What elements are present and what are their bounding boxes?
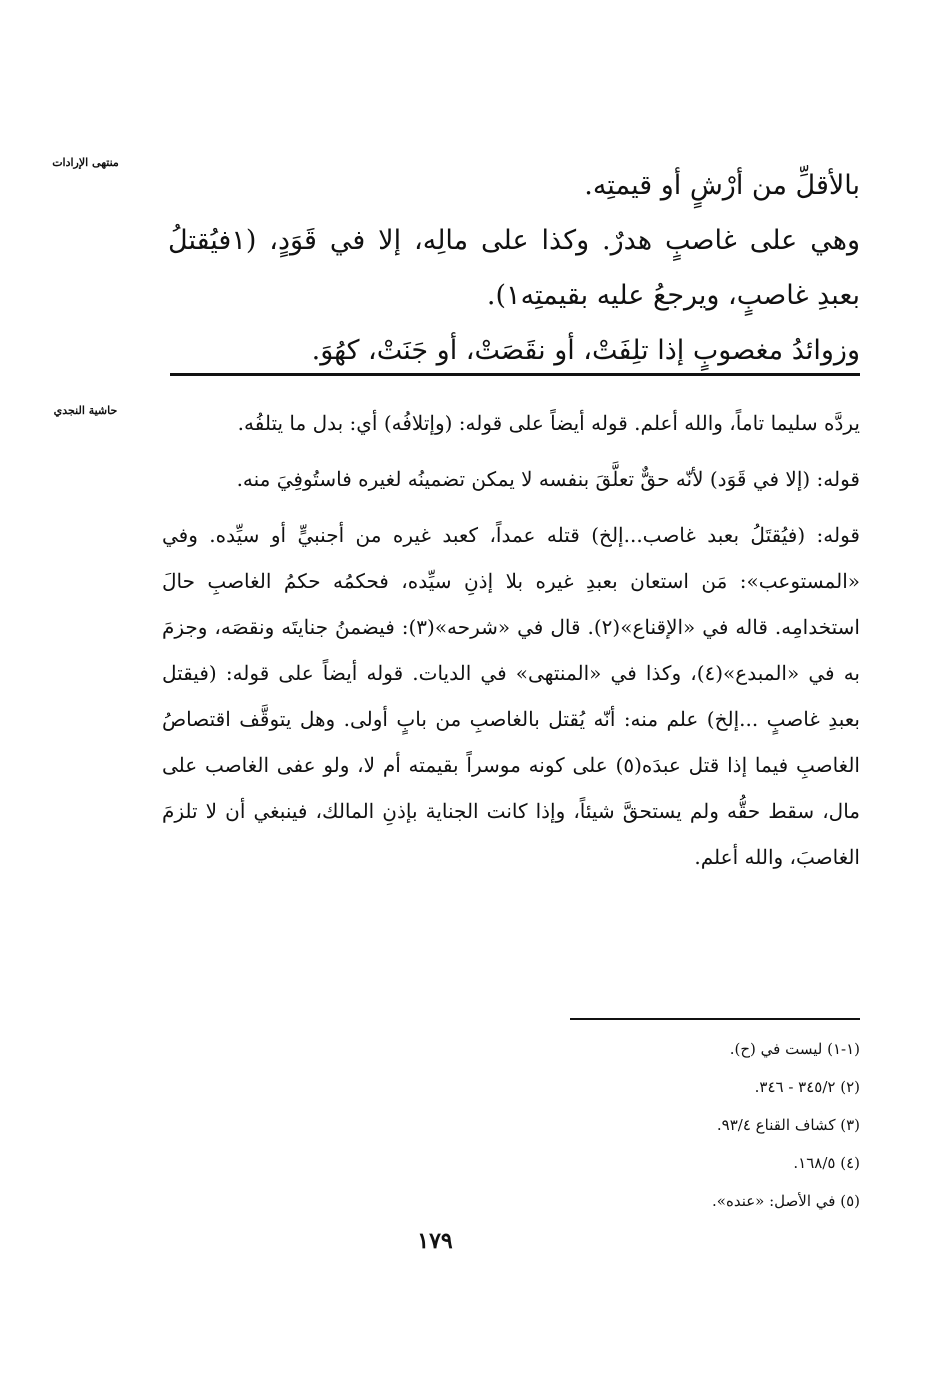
commentary-paragraph: قوله: (إلا في قَوَد) لأنّه حقٌّ تعلَّقَ بنفسه لا يمكن تضمينُه لغيره فاستُوفِيَ منه. bbox=[236, 467, 860, 491]
commentary-paragraph: يردَّه سليما تاماً، والله أعلم. قوله أيضاً على قوله: (وإتلافُه) أي: بدل ما يتلفُه. bbox=[237, 411, 860, 435]
footnote-item: (٤) ١٦٨/٥. bbox=[793, 1154, 860, 1172]
commentary-text bbox=[162, 400, 860, 880]
main-text bbox=[168, 158, 860, 378]
footnote-divider bbox=[570, 1018, 860, 1020]
main-text-line: وزوائدُ مغصوبٍ إذا تلِفَتْ، أو نقَصَتْ، أو جَنَتْ، كهُوَ. bbox=[311, 335, 860, 366]
footnote-item: (٣) كشاف القناع ٩٣/٤. bbox=[716, 1116, 860, 1134]
side-label-matn-title: منتهى الإرادات bbox=[52, 156, 119, 169]
footnote-item: (١-١) ليست في (ح). bbox=[729, 1040, 860, 1058]
main-text-line: بالأقلِّ من أرْشٍ أو قيمتِه. bbox=[584, 170, 860, 201]
main-text-divider bbox=[170, 373, 860, 376]
commentary-paragraph: قوله: (فيُقتَلُ بعبد غاصب...إلخ) قتله عمداً، كعبد غيره من أجنبيٍّ أو سيِّده. وفي «المستوعب»: مَن استعان بعبدِ غيره بلا إذنِ سيِّده، فحكمُه حكمُ الغاصبِ حالَ استخدامِه. قاله في «الإقناع»(٢). قال في «شرحه»(٣): فيضمنُ جنايتَه ونقصَه، وجزمَ به في «المبدع»(٤)، وكذا في «المنتهى» في الديات. قوله أيضاً على قوله: (فيقتل بعبدِ غاصبٍ ...إلخ) علم منه: أنّه يُقتل بالغاصبِ من بابٍ أولى. وهل يتوقَّف اقتصاصُ الغاصبِ فيما إذا قتل عبدَه(٥) على كونه موسراً بقيمته أم لا، ولو عفى الغاصب على مال، سقط حقُّه ولم يستحقَّ شيئاً، وإذا كانت الجناية بإذنِ المالك، فينبغي أن لا تلزمَ الغاصبَ، والله أعلم. bbox=[162, 523, 860, 869]
footnote-item: (٥) في الأصل: «عنده». bbox=[712, 1192, 860, 1210]
side-label-hashiya-title: حاشية النجدي bbox=[53, 404, 118, 417]
footnote-item: (٢) ٣٤٥/٢ - ٣٤٦. bbox=[754, 1078, 860, 1096]
page-number: ١٧٩ bbox=[417, 1228, 453, 1254]
main-text-line: وهي على غاصبٍ هدرٌ. وكذا على مالِه، إلا في قَوَدٍ، (١فيُقتلُ بعبدِ غاصبٍ، ويرجعُ عليه بقيمتِه١). bbox=[168, 225, 860, 311]
footnotes-list bbox=[560, 1030, 860, 1220]
